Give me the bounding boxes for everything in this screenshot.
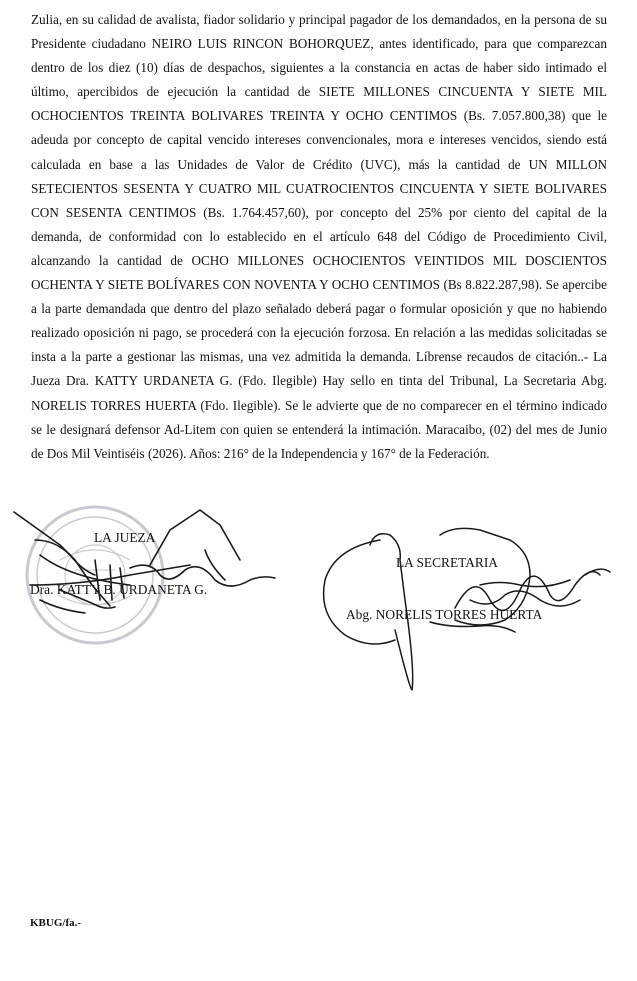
judge-name: Dra. KATTY B. URDANETA G. xyxy=(30,582,208,597)
secretary-name: Abg. NORELIS TORRES HUERTA xyxy=(346,607,543,622)
secretary-title: LA SECRETARIA xyxy=(396,555,498,570)
document-reference: KBUG/fa.- xyxy=(30,917,82,929)
judge-title: LA JUEZA xyxy=(94,530,156,545)
body-paragraph: Zulia, en su calidad de avalista, fiador solidario y principal pagador de los demandados, en la persona de su Presidente ciudadano NEIRO LUIS RINCON BOHORQUEZ, antes identificado, para que comparezcan dentro de los diez (10) días de despachos, siguientes a la constancia en actas de haber sido intimado el último, apercibidos de ejecución la cantidad de SIETE MILLONES CINCUENTA Y SIETE MIL OCHOCIENTOS TREINTA BOLIVARES TREINTA Y OCHO CENTIMOS (Bs. 7.057.800,38) que le adeuda por concepto de capital vencido intereses convencionales, mora e intereses vencidos, siendo está calculada en base a las Unidades de Valor de Crédito (UVC), más la cantidad de UN MILLON SETECIENTOS SESENTA Y CUATRO MIL CUATROCIENTOS CINCUENTA Y SIETE BOLIVARES CON SESENTA CENTIMOS (Bs. 1.764.457,60), por concepto del 25% por ciento del capital de la demanda, de conformidad con lo establecido en el artículo 648 del Código de Procedimiento Civil, alcanzando la cantidad de OCHO MILLONES OCHOCIENTOS VEINTIDOS MIL DOSCIENTOS OCHENTA Y SIETE BOLÍVARES CON NOVENTA Y OCHO CENTIMOS (Bs 8.822.287,98). Se apercibe a la parte demandada que dentro del plazo señalado deberá pagar o formular oposición y que no habiendo realizado oposición ni pago, se procederá con la ejecución forzosa. En relación a las medidas solicitadas se insta a la parte a gestionar las mismas, una vez admitida la demanda. Líbrense recaudos de citación..- La Jueza Dra. KATTY URDANETA G. (Fdo. Ilegible) Hay sello en tinta del Tribunal, La Secretaria Abg. NORELIS TORRES HUERTA (Fdo. Ilegible). Se le advierte que de no comparecer en el término indicado se le designará defensor Ad-Litem con quien se entenderá la intimación. Maracaibo, (02) del mes de Junio de Dos Mil Veintiséis (2026). Años: 216° de la Independencia y 167° de la Federación. xyxy=(31,12,607,461)
